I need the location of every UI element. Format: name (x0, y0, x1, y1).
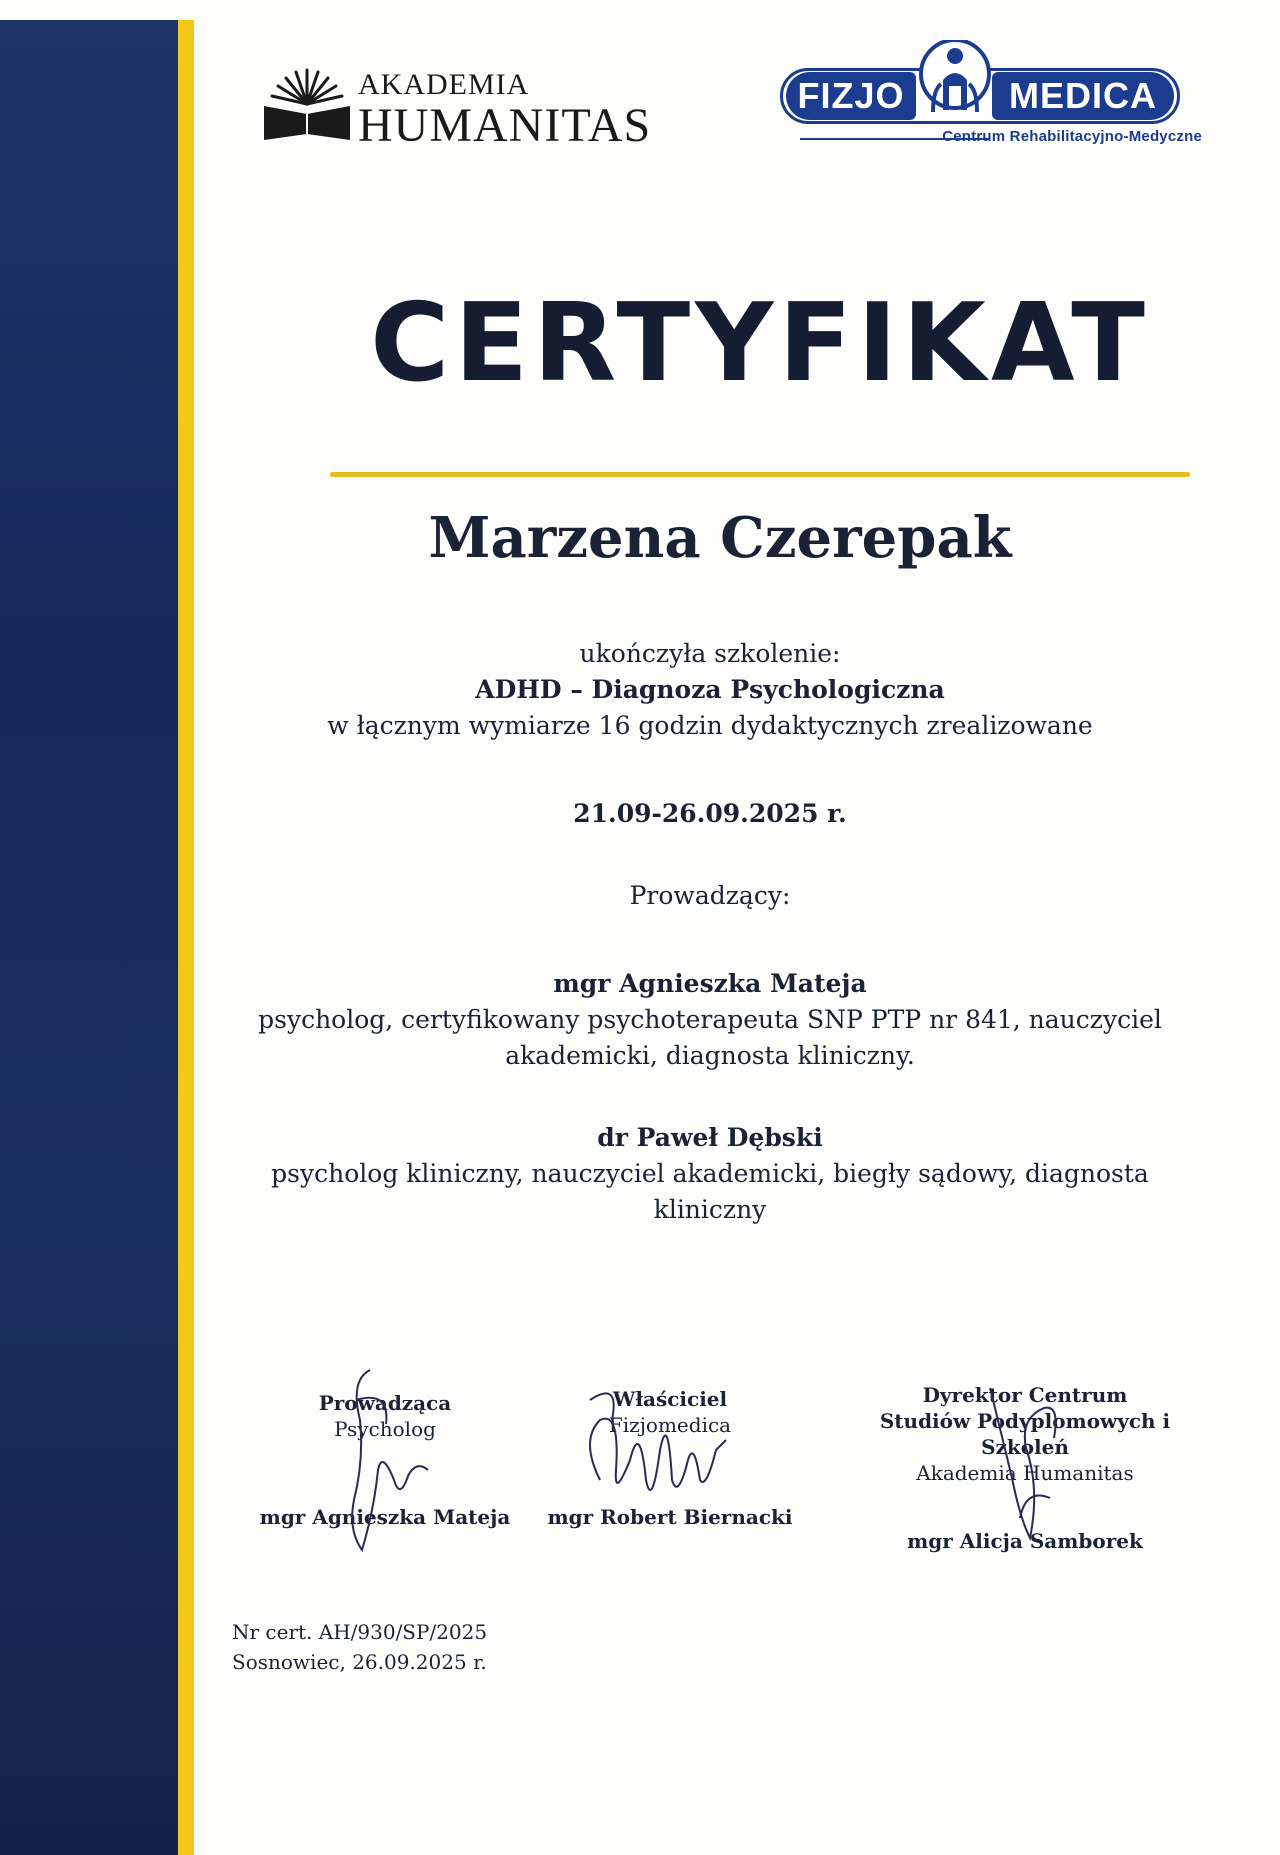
signature-block-owner (540, 1386, 800, 1596)
signature-block-director (850, 1382, 1200, 1592)
course-dates: 21.09-26.09.2025 r. (573, 799, 847, 828)
course-scope: w łącznym wymiarze 16 godzin dydaktycznych zrealizowane (327, 711, 1093, 740)
signature-role-sub: Psycholog (334, 1417, 436, 1441)
instructor-2 (240, 1120, 1180, 1228)
instructor-desc-line1: psycholog kliniczny, nauczyciel akademicki, biegły sądowy, diagnosta (271, 1159, 1149, 1188)
instructor-name: mgr Agnieszka Mateja (553, 969, 867, 998)
instructor-name: dr Paweł Dębski (597, 1123, 823, 1152)
course-intro: ukończyła szkolenie: (579, 639, 841, 668)
akademia-humanitas-logo (262, 64, 682, 154)
certificate-title: CERTYFIKAT (370, 281, 1150, 406)
handwritten-signature-icon (950, 1368, 1110, 1548)
signature-role-sub: Studiów Podyplomowych i Szkoleń (879, 1409, 1171, 1459)
logo-humanitas-text: HUMANITAS (358, 99, 652, 152)
handwritten-signature-icon (560, 1380, 780, 1530)
signature-name: mgr Agnieszka Mateja (259, 1505, 511, 1529)
certificate-number: Nr cert. AH/930/SP/2025 (232, 1620, 488, 1644)
course-block (240, 636, 1180, 744)
logo-akademia-text: AKADEMIA (358, 68, 530, 101)
instructor-desc-line2: kliniczny (653, 1195, 767, 1224)
signature-role: Właściciel (612, 1387, 728, 1411)
signature-block-instructor (240, 1390, 530, 1600)
place-and-date: Sosnowiec, 26.09.2025 r. (232, 1650, 487, 1674)
recipient-name: Marzena Czerepak (428, 505, 1012, 571)
logo-fizjo-text: FIZJO (786, 72, 916, 120)
signature-role-sub: Fizjomedica (608, 1413, 732, 1437)
course-name: ADHD – Diagnoza Psychologiczna (475, 675, 945, 704)
instructor-desc-line1: psycholog, certyfikowany psychoterapeuta SNP PTP nr 841, nauczyciel (258, 1005, 1162, 1034)
logo-tagline: Centrum Rehabilitacyjno-Medyczne (942, 128, 1202, 145)
signature-name: mgr Alicja Samborek (907, 1529, 1143, 1553)
signature-role: Dyrektor Centrum (922, 1383, 1128, 1407)
fizjomedica-logo (780, 40, 1202, 160)
signature-role: Prowadząca (318, 1391, 452, 1415)
patient-figure-icon (915, 40, 995, 140)
signature-name: mgr Robert Biernacki (547, 1505, 793, 1529)
book-sunburst-icon (262, 64, 352, 144)
signature-role-org: Akademia Humanitas (916, 1461, 1134, 1485)
left-yellow-band (178, 20, 194, 1855)
instructors-heading: Prowadzący: (629, 881, 791, 910)
instructor-1 (240, 966, 1180, 1074)
certificate-footer (232, 1617, 487, 1677)
handwritten-signature-icon (290, 1360, 490, 1570)
title-divider (330, 472, 1190, 477)
logo-medica-text: MEDICA (992, 72, 1174, 120)
instructor-desc-line2: akademicki, diagnosta kliniczny. (505, 1041, 915, 1070)
left-blue-band (0, 20, 178, 1855)
